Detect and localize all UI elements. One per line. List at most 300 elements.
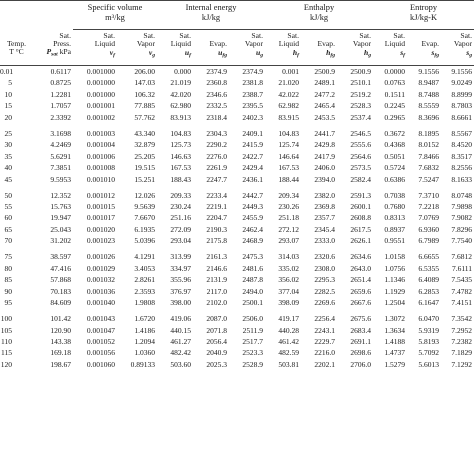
value-cell: 9.1556 [451,67,473,76]
table-row [0,151,474,162]
value-cell: 2102.0 [206,298,227,308]
value-cell: 2.8261 [134,275,155,285]
value-cell: 12.026 [134,190,155,200]
value-cell: 2381.8 [242,78,264,88]
value-cell: 293.07 [278,236,300,246]
value-cell: 0.3672 [384,128,406,138]
column-header-Psat: Sat. Press. $P_{sat}$ kPa [33,30,73,66]
table-row [0,174,474,185]
value-cell: 2394.0 [314,174,336,184]
temperature-cell: 90 [4,286,12,296]
table-row [0,325,474,336]
value-cell: 2555.6 [350,140,372,150]
value-cell: 83.913 [170,112,191,122]
value-cell: 2675.6 [350,314,372,324]
temperature-cell: 0.01 [0,67,14,76]
value-cell: 42.020 [170,89,191,99]
value-cell: 8.5567 [451,128,473,138]
value-cell: 7.5247 [418,174,440,184]
value-cell: 2256.4 [314,314,336,324]
table-row [0,235,474,246]
value-cell: 7.3710 [418,190,440,200]
table-row [0,212,474,223]
group-specific-volume: Specific volume m³/kg [73,1,157,30]
value-cell: 1.3072 [384,314,406,324]
value-cell: 0.89133 [130,359,155,369]
value-cell: 70.183 [50,286,71,296]
value-cell: 2318.4 [206,112,227,122]
value-cell: 3.1698 [50,128,71,138]
value-cell: 2219.1 [206,202,227,211]
table-row [0,112,474,123]
value-cell: 461.42 [278,337,300,346]
value-cell: 6.4089 [418,275,440,285]
value-cell: 5.7092 [418,348,440,358]
value-cell: 313.99 [170,252,191,262]
value-cell: 8.1633 [451,174,473,184]
value-cell: 146.64 [278,151,300,161]
value-cell: 1.0158 [384,252,406,262]
column-header-hg: Sat. Vapor $h_g$ [337,30,373,66]
value-cell: 2131.9 [206,275,227,285]
value-cell: 2333.0 [314,236,336,246]
header-blank [33,1,73,30]
column-header-uf: Sat. Liquid $u_f$ [157,30,193,66]
value-cell: 2269.6 [314,298,336,308]
value-cell: 0.8725 [50,78,71,88]
value-cell: 314.03 [278,252,300,262]
value-cell: 2651.4 [350,275,372,285]
column-header-sg: Sat. Vapor $s_g$ [441,30,474,66]
value-cell: 8.5559 [418,101,440,111]
value-cell: 167.53 [278,163,300,173]
value-cell: 2506.0 [242,314,264,324]
value-cell: 62.982 [278,101,300,111]
value-cell: 2304.3 [206,128,227,138]
value-cell: 2510.1 [350,78,372,88]
value-cell: 272.09 [170,224,191,234]
value-cell: 2276.0 [206,151,227,161]
value-cell: 1.9808 [134,298,155,308]
value-cell: 419.06 [170,314,191,324]
value-cell: 2523.3 [242,348,264,358]
value-cell: 7.9898 [451,202,473,211]
value-cell: 230.24 [170,202,191,211]
value-cell: 6.5355 [418,263,440,273]
value-cell: 0.001017 [86,213,115,223]
value-cell: 9.5953 [50,174,71,184]
value-cell: 146.63 [170,151,191,161]
value-cell: 2369.8 [314,202,336,211]
value-cell: 2528.9 [242,359,264,369]
value-cell: 0.001056 [86,348,115,358]
value-cell: 0.001001 [86,101,115,111]
value-cell: 7.3542 [451,314,473,324]
value-cell: 2346.6 [206,89,227,99]
value-cell: 230.26 [278,202,300,211]
temperature-cell: 40 [4,163,12,173]
value-cell: 2295.3 [314,275,336,285]
value-cell: 0.001 [282,67,300,76]
table-row [0,123,474,139]
temperature-cell: 95 [4,298,12,308]
table-row [0,224,474,235]
value-cell: 2667.6 [350,298,372,308]
column-header-hfg: Evap. $h_{fg}$ [301,30,337,66]
value-cell: 2475.3 [242,252,264,262]
value-cell: 125.74 [278,140,300,150]
value-cell: 2481.6 [242,263,264,273]
value-cell: 0.2965 [384,112,406,122]
value-cell: 0.7038 [384,190,406,200]
value-cell: 2071.8 [206,325,227,335]
value-cell: 2489.1 [314,78,336,88]
value-cell: 356.02 [278,275,300,285]
table-row [0,297,474,308]
value-cell: 209.34 [278,190,300,200]
value-cell: 0.5051 [384,151,406,161]
value-cell: 0.001000 [86,78,115,88]
value-cell: 0.001000 [86,67,115,76]
table-body [0,66,474,371]
value-cell: 8.3517 [451,151,473,161]
value-cell: 2261.9 [206,163,227,173]
value-cell: 2528.3 [350,101,372,111]
temperature-cell: 110 [1,337,12,346]
value-cell: 6.1647 [418,298,440,308]
group-internal-energy: Internal energy kJ/kg [157,1,265,30]
value-cell: 7.6812 [451,252,473,262]
value-cell: 2453.5 [314,112,336,122]
value-cell: 6.7989 [418,236,440,246]
value-cell: 2564.6 [350,151,372,161]
column-header-hf: Sat. Liquid $h_f$ [265,30,301,66]
value-cell: 0.7680 [384,202,406,211]
table-row [0,139,474,150]
value-cell: 419.17 [278,314,300,324]
value-cell: 2056.4 [206,337,227,346]
temperature-cell: 120 [0,359,12,369]
value-cell: 4.2469 [50,140,71,150]
value-cell: 2500.9 [314,67,336,76]
column-header-sf: Sat. Liquid $s_f$ [373,30,407,66]
value-cell: 2345.4 [314,224,336,234]
value-cell: 1.4186 [134,325,155,335]
table-row [0,66,474,78]
value-cell: 57.868 [50,275,71,285]
value-cell: 25.205 [134,151,155,161]
value-cell: 15.763 [50,202,71,211]
value-cell: 398.09 [278,298,300,308]
value-cell: 1.4188 [384,337,406,346]
column-header-ug: Sat. Vapor $u_g$ [229,30,265,66]
value-cell: 7.4782 [451,286,473,296]
value-cell: 2442.7 [242,190,264,200]
value-cell: 57.762 [134,112,155,122]
value-cell: 0.001008 [86,163,115,173]
value-cell: 7.6832 [418,163,440,173]
column-header-vg: Sat. Vapor $v_g$ [117,30,157,66]
value-cell: 7.6670 [134,213,155,223]
value-cell: 2229.7 [314,337,336,346]
value-cell: 2175.8 [206,236,227,246]
value-cell: 101.42 [50,314,71,324]
value-cell: 2691.1 [350,337,372,346]
value-cell: 0.001052 [86,337,115,346]
value-cell: 355.96 [170,275,191,285]
value-cell: 2146.6 [206,263,227,273]
value-cell: 7.2952 [451,325,473,335]
value-cell: 0.001023 [86,236,115,246]
value-cell: 2417.9 [314,151,336,161]
value-cell: 2374.9 [206,67,227,76]
value-cell: 2161.3 [206,252,227,262]
value-cell: 7.8296 [451,224,473,234]
value-cell: 143.38 [50,337,71,346]
value-cell: 2487.8 [242,275,264,285]
value-cell: 2517.7 [242,337,264,346]
value-cell: 0.000 [174,67,191,76]
value-cell: 251.18 [278,213,300,223]
value-cell: 8.6661 [451,112,473,122]
value-cell: 5.0396 [134,236,155,246]
value-cell: 2477.2 [314,89,336,99]
value-cell: 2204.7 [206,213,227,223]
table-row [0,185,474,201]
value-cell: 2402.3 [242,112,264,122]
value-cell: 8.3696 [418,112,440,122]
value-cell: 2591.3 [350,190,372,200]
value-cell: 4.1291 [134,252,155,262]
value-cell: 440.28 [278,325,300,335]
value-cell: 0.8937 [384,224,406,234]
value-cell: 120.90 [50,325,71,335]
column-header-vf: Sat. Liquid $v_f$ [73,30,117,66]
value-cell: 12.352 [50,190,71,200]
value-cell: 2462.4 [242,224,264,234]
value-cell: 104.83 [170,128,191,138]
value-cell: 188.43 [170,174,191,184]
value-cell: 7.0769 [418,213,440,223]
value-cell: 0.001040 [86,298,115,308]
value-cell: 2465.4 [314,101,336,111]
temperature-cell: 25 [4,128,12,138]
value-cell: 0.001010 [86,174,115,184]
value-cell: 15.251 [134,174,155,184]
value-cell: 1.2094 [134,337,155,346]
value-cell: 1.1346 [384,275,406,285]
temperature-cell: 50 [4,190,12,200]
value-cell: 7.9082 [451,213,473,223]
value-cell: 2388.7 [242,89,264,99]
value-cell: 1.1929 [384,286,406,296]
value-cell: 0.0000 [384,67,406,76]
value-cell: 0.001026 [86,252,115,262]
table-row [0,286,474,297]
value-cell: 7.1829 [451,348,473,358]
value-cell: 2698.6 [350,348,372,358]
value-cell: 2409.1 [242,128,264,138]
table-row [0,274,474,285]
value-cell: 7.3851 [50,163,71,173]
value-cell: 2415.9 [242,140,264,150]
value-cell: 503.81 [278,359,300,369]
value-cell: 2233.4 [206,190,227,200]
value-cell: 2626.1 [350,236,372,246]
value-cell: 2511.9 [242,325,264,335]
value-cell: 272.12 [278,224,300,234]
value-cell: 2659.6 [350,286,372,296]
value-cell: 0.001029 [86,263,115,273]
column-header-sfg: Evap. $s_{fg}$ [407,30,441,66]
temperature-cell: 10 [4,89,12,99]
value-cell: 2422.7 [242,151,264,161]
value-cell: 0.001015 [86,202,115,211]
value-cell: 1.2281 [50,89,71,99]
value-cell: 188.44 [278,174,300,184]
value-cell: 251.16 [170,213,191,223]
value-cell: 376.97 [170,286,191,296]
value-cell: 2500.1 [242,298,264,308]
temperature-column-header: Temp. T °C [0,30,33,66]
value-cell: 7.7540 [451,236,473,246]
table-row [0,263,474,274]
temperature-cell: 70 [4,236,12,246]
temperature-cell: 35 [4,151,12,161]
temperature-cell: 60 [4,213,12,223]
value-cell: 8.1895 [418,128,440,138]
value-cell: 7.2382 [451,337,473,346]
value-cell: 62.980 [170,101,191,111]
value-cell: 2117.0 [206,286,227,296]
value-cell: 0.001036 [86,286,115,296]
value-cell: 0.6117 [50,67,71,76]
value-cell: 2357.7 [314,213,336,223]
value-cell: 2519.2 [350,89,372,99]
value-cell: 147.03 [134,78,155,88]
value-cell: 440.15 [170,325,191,335]
temperature-cell: 85 [4,275,12,285]
value-cell: 2374.9 [242,67,264,76]
group-enthalpy: Enthalpy kJ/kg [265,1,373,30]
temperature-cell: 80 [4,263,12,273]
value-cell: 461.27 [170,337,191,346]
value-cell: 125.73 [170,140,191,150]
value-cell: 2216.0 [314,348,336,358]
value-cell: 2382.0 [314,190,336,200]
group-entropy: Entropy kJ/kg-K [373,1,474,30]
value-cell: 7.8466 [418,151,440,161]
value-cell: 2190.3 [206,224,227,234]
value-cell: 398.00 [170,298,191,308]
value-cell: 334.97 [170,263,191,273]
value-cell: 482.59 [278,348,300,358]
table-header [0,1,474,66]
value-cell: 0.1511 [384,89,406,99]
value-cell: 2.3593 [134,286,155,296]
value-cell: 1.0756 [384,263,406,273]
value-cell: 2449.3 [242,202,264,211]
value-cell: 6.1935 [134,224,155,234]
value-cell: 6.6655 [418,252,440,262]
value-cell: 7.2218 [418,202,440,211]
value-cell: 2455.9 [242,213,264,223]
temperature-cell: 75 [4,252,12,262]
value-cell: 2395.5 [242,101,264,111]
value-cell: 2582.4 [350,174,372,184]
value-cell: 8.2556 [451,163,473,173]
table-row [0,100,474,111]
value-cell: 8.9487 [418,78,440,88]
value-cell: 19.515 [134,163,155,173]
value-cell: 2537.4 [350,112,372,122]
value-cell: 0.9551 [384,236,406,246]
value-cell: 8.8999 [451,89,473,99]
value-cell: 2600.1 [350,202,372,211]
value-cell: 6.2853 [418,286,440,296]
column-header-ufg: Evap. $u_{fg}$ [193,30,229,66]
value-cell: 6.0470 [418,314,440,324]
table-row [0,162,474,173]
value-cell: 0.001003 [86,128,115,138]
value-cell: 2468.9 [242,236,264,246]
value-cell: 0.001000 [86,89,115,99]
value-cell: 0.4368 [384,140,406,150]
value-cell: 2290.2 [206,140,227,150]
table-row [0,359,474,370]
value-cell: 2573.5 [350,163,372,173]
value-cell: 0.6386 [384,174,406,184]
value-cell: 31.202 [50,236,71,246]
value-cell: 198.67 [50,359,71,369]
value-cell: 2429.8 [314,140,336,150]
value-cell: 7.6111 [451,263,473,273]
value-cell: 2332.5 [206,101,227,111]
value-cell: 9.1556 [418,67,440,76]
value-cell: 8.4520 [451,140,473,150]
value-cell: 293.04 [170,236,191,246]
value-cell: 5.6291 [50,151,71,161]
value-cell: 2308.0 [314,263,336,273]
value-cell: 1.0360 [134,348,155,358]
value-cell: 1.3634 [384,325,406,335]
temperature-cell: 5 [8,78,12,88]
value-cell: 0.8313 [384,213,406,223]
value-cell: 0.5724 [384,163,406,173]
value-cell: 43.340 [134,128,155,138]
value-cell: 1.7057 [50,101,71,111]
value-cell: 3.4053 [134,263,155,273]
value-cell: 0.001002 [86,112,115,122]
value-cell: 21.019 [170,78,191,88]
temperature-cell: 115 [1,348,12,358]
value-cell: 8.0152 [418,140,440,150]
value-cell: 0.0763 [384,78,406,88]
value-cell: 106.32 [134,89,155,99]
value-cell: 2643.0 [350,263,372,273]
value-cell: 47.416 [50,263,71,273]
value-cell: 1.2504 [384,298,406,308]
value-cell: 5.9319 [418,325,440,335]
value-cell: 2247.7 [206,174,227,184]
value-cell: 0.001006 [86,151,115,161]
temperature-cell: 30 [4,140,12,150]
value-cell: 1.6720 [134,314,155,324]
value-cell: 2634.6 [350,252,372,262]
table-row [0,77,474,88]
temperature-cell: 105 [0,325,12,335]
value-cell: 2608.8 [350,213,372,223]
